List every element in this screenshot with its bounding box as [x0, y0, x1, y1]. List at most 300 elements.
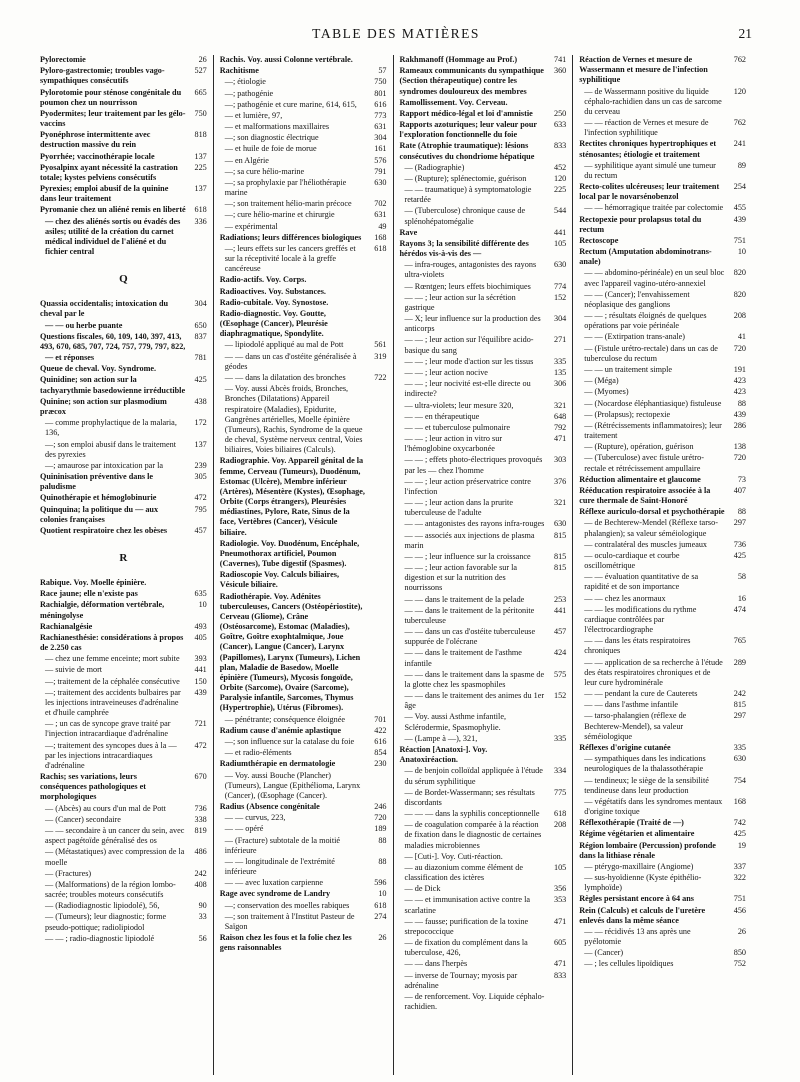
- entry-text: —; traitement des accidents bulbaires par les injections intraveineuses d'adrénaline et d'huile camphrée: [45, 687, 181, 718]
- index-entry: [400, 412, 567, 422]
- entry-text: — — hémorragique traitée par colectomie: [584, 203, 724, 213]
- entry-page: 701: [374, 714, 387, 724]
- entry-text: —; conservation des moelles rabiques: [224, 900, 350, 910]
- index-entry: [40, 364, 207, 374]
- entry-text: Radio-diagnostic. Voy. Goutte, (Œsophage (Cancer), Pleurésie diaphragmatique, Spondylite.: [219, 308, 328, 339]
- index-entry: [400, 531, 567, 551]
- entry-page: 472: [194, 740, 207, 750]
- index-entry: [40, 934, 207, 944]
- entry-page: 338: [194, 814, 207, 824]
- entry-page: 168: [733, 796, 746, 806]
- index-entry: [400, 228, 567, 238]
- entry-text: — (Radiodiagnostic lipiodolé), 56,: [45, 901, 160, 911]
- index-entry: [40, 418, 207, 438]
- entry-page: 89: [737, 160, 746, 170]
- entry-page: 303: [553, 455, 567, 465]
- index-entry: [40, 772, 207, 803]
- entry-page: 635: [194, 589, 207, 599]
- entry-text: — de Dick: [404, 884, 441, 894]
- entry-page: 246: [374, 802, 387, 812]
- index-entry: [40, 804, 207, 814]
- entry-page: 41: [737, 332, 746, 342]
- entry-text: — — ; leur influence sur la croissance: [404, 551, 531, 561]
- index-entry: [220, 748, 387, 758]
- entry-text: Ramollissement. Voy. Cerveau.: [399, 97, 508, 107]
- index-entry: [220, 89, 387, 99]
- entry-text: Rachialgie, déformation vertébrale, méningolyse: [40, 600, 165, 620]
- index-entry: [220, 167, 387, 177]
- entry-page: 576: [374, 155, 387, 165]
- index-entry: [220, 233, 387, 243]
- entry-text: — au diazonium comme élément de classification des ictères: [404, 862, 523, 883]
- entry-page: 750: [194, 108, 207, 118]
- index-entry: [220, 373, 387, 383]
- entry-text: Radiologie. Voy. Duodénum, Encéphale, Pneumothorax artificiel, Poumon (Cavernes), Tube digestif (Spasmes).: [219, 538, 360, 569]
- entry-text: — — avec luxation carpienne: [224, 878, 323, 888]
- entry-page: 631: [374, 210, 387, 220]
- index-entry: [40, 205, 207, 215]
- entry-page: 26: [198, 55, 207, 64]
- entry-text: —; étiologie: [224, 77, 266, 87]
- index-entry: [579, 743, 746, 753]
- index-entry: [400, 595, 567, 605]
- entry-page: 321: [553, 400, 567, 410]
- entry-page: 815: [553, 551, 567, 561]
- entry-page: 208: [733, 311, 746, 321]
- index-entry: [400, 293, 567, 313]
- index-entry: [40, 526, 207, 536]
- index-entry: [400, 335, 567, 355]
- index-entry: [400, 239, 567, 259]
- entry-text: — tarso-phalangien (réflexe de Bechterew-Mendel), sa valeur séméiologique: [584, 711, 687, 741]
- index-entry: [220, 287, 387, 297]
- index-entry: [400, 519, 567, 529]
- index-entry: [579, 87, 746, 118]
- entry-text: — — dans l'asthme infantile: [584, 700, 679, 710]
- index-entry: [220, 384, 387, 455]
- index-entry: [579, 797, 746, 817]
- entry-page: 630: [733, 754, 746, 764]
- entry-text: — ultra-violets; leur mesure 320,: [404, 400, 514, 410]
- index-entry: [579, 776, 746, 796]
- entry-page: 152: [553, 292, 567, 302]
- index-entry: [400, 627, 567, 647]
- index-entry: [220, 737, 387, 747]
- entry-text: Rachianesthésie: considérations à propos de 2.250 cas: [40, 632, 184, 653]
- entry-page: 441: [553, 227, 567, 237]
- entry-text: — — ; leur action préservatrice contre l'infection: [404, 476, 531, 496]
- entry-text: Réaction de Vernes et mesure de Wassermann et mesure de l'infection syphilitique: [579, 55, 708, 85]
- entry-text: — — ; leur action sur la sécrétion gastrique: [404, 292, 516, 312]
- index-entry: [579, 605, 746, 636]
- index-entry: [400, 788, 567, 808]
- entry-page: 471: [553, 959, 567, 969]
- entry-page: 605: [553, 938, 567, 948]
- index-entry: [579, 906, 746, 926]
- entry-page: 752: [733, 959, 746, 969]
- index-entry: [400, 163, 567, 173]
- entry-text: — — abdomino-périnéale) en un seul bloc avec l'appareil vagino-utéro-annexiel: [584, 268, 725, 288]
- entry-page: 304: [194, 299, 207, 309]
- entry-text: Réflexes d'origine cutanée: [579, 743, 671, 752]
- entry-text: Pyorrhée; vaccinothérapie locale: [40, 151, 155, 161]
- entry-page: 335: [733, 743, 746, 752]
- index-entry: [400, 260, 567, 280]
- index-entry: [579, 829, 746, 839]
- index-entry: [220, 715, 387, 725]
- entry-page: 57: [378, 66, 387, 76]
- index-entry: [220, 55, 387, 65]
- entry-page: 208: [553, 820, 567, 830]
- entry-text: — — réaction de Vernes et mesure de l'infection syphilitique: [584, 118, 709, 138]
- entry-page: 137: [194, 151, 207, 161]
- entry-page: 630: [553, 260, 567, 270]
- entry-page: 360: [553, 66, 567, 76]
- entry-text: — — et immunisation active contre la scarlatine: [404, 895, 531, 915]
- entry-page: 26: [378, 933, 387, 943]
- entry-page: 670: [194, 772, 207, 782]
- index-entry: [220, 824, 387, 834]
- entry-page: 773: [374, 110, 387, 120]
- entry-page: 561: [374, 340, 387, 350]
- index-entry: [579, 182, 746, 202]
- index-entry: [579, 658, 746, 689]
- entry-page: 455: [733, 203, 746, 213]
- entry-text: —; sa prophylaxie par l'héliothérapie marine: [224, 177, 347, 198]
- index-entry: [40, 665, 207, 675]
- entry-page: 438: [194, 396, 207, 406]
- index-entry: [579, 959, 746, 969]
- entry-text: Rectopexie pour prolapsus total du rectum: [579, 214, 702, 234]
- entry-page: 765: [733, 636, 746, 646]
- entry-text: Radius (Absence congénitale: [219, 802, 320, 812]
- page-header: [40, 26, 752, 46]
- index-entry: [220, 933, 387, 953]
- entry-page: 423: [733, 387, 746, 397]
- index-entry: [40, 578, 207, 588]
- entry-text: — — traumatique) à symptomatologie retardée: [404, 185, 532, 205]
- index-entry: [400, 368, 567, 378]
- index-entry: [400, 670, 567, 690]
- entry-page: 242: [194, 868, 207, 878]
- entry-page: 648: [553, 411, 567, 421]
- entry-page: 471: [553, 434, 567, 444]
- index-entry: [579, 518, 746, 538]
- index-entry: [400, 992, 567, 1012]
- entry-text: — — ; leur action favorable sur la digestion et sur la nutrition des nourrissons: [404, 563, 518, 593]
- entry-text: — et lumière, 97,: [224, 110, 283, 120]
- entry-page: 254: [733, 182, 746, 192]
- section-letter: R: [119, 552, 128, 565]
- entry-text: — — dans l'herpès: [404, 959, 468, 969]
- entry-text: Rave: [399, 227, 418, 237]
- entry-text: — oculo-cardiaque et courbe oscillométrique: [584, 550, 680, 571]
- entry-page: 306: [553, 379, 567, 389]
- entry-text: — de fixation du complément dans la tuberculose, 426,: [404, 938, 528, 958]
- entry-text: — Voy. aussi Abcès froids, Bronches, Bronches (Dilatations) Appareil respiratoire (Maladies), Epidurite, Gangrènes artérielles, Moelle épinière (Tumeurs), Rachis, Syndrome de la queue de cheval, Système nerveux central, Voies biliaires, Voies biliaires (Calculs).: [224, 384, 363, 455]
- entry-text: — — ; leur nocivité est-elle directe ou indirecte?: [404, 379, 531, 399]
- entry-page: 751: [733, 235, 746, 245]
- entry-text: — contralatéral des muscles jumeaux: [584, 539, 708, 549]
- entry-text: — et huile de foie de morue: [224, 144, 317, 154]
- entry-text: Pyloro-gastrectomie; troubles vago-sympathiques consécutifs: [40, 66, 165, 86]
- index-entry: [220, 244, 387, 275]
- index-entry: [40, 912, 207, 932]
- entry-text: — — ; leur action nocive: [404, 367, 488, 377]
- entry-page: 751: [733, 894, 746, 904]
- entry-text: — — en thérapeutique: [404, 411, 480, 421]
- entry-text: — X; leur influence sur la production des anticorps: [404, 314, 541, 334]
- entry-text: — — ; effets photo-électriques provoqués par les — chez l'homme: [404, 455, 543, 475]
- index-entry: [400, 971, 567, 991]
- entry-text: — (Cancer): [584, 948, 624, 958]
- index-entry: [400, 552, 567, 562]
- entry-text: Rectoscope: [579, 235, 619, 245]
- index-entry: [400, 917, 567, 937]
- entry-page: 120: [733, 86, 746, 96]
- entry-page: 815: [733, 700, 746, 710]
- index-column: [213, 55, 393, 1075]
- index-entry: [400, 401, 567, 411]
- entry-page: 137: [194, 184, 207, 194]
- entry-text: — — et tuberculose pulmonaire: [404, 422, 510, 432]
- entry-page: 439: [733, 214, 746, 224]
- index-entry: [220, 100, 387, 110]
- entry-page: 10: [378, 889, 387, 899]
- entry-text: Quininisation préventive dans le paludisme: [40, 472, 154, 492]
- index-entry: [579, 754, 746, 774]
- entry-text: Pyrexies; emploi abusif de la quinine dans leur traitement: [40, 184, 169, 204]
- entry-text: — — dans le traitement des animes du 1er âge: [404, 691, 545, 711]
- index-entry: [220, 539, 387, 570]
- entry-page: 741: [553, 55, 567, 64]
- entry-text: Rachis. Voy. aussi Colonne vertébrale.: [219, 55, 353, 64]
- index-entry: [40, 741, 207, 772]
- entry-page: 286: [733, 420, 746, 430]
- entry-page: 720: [374, 813, 387, 823]
- entry-page: 172: [194, 418, 207, 428]
- entry-text: — lipiodolé appliqué au mal de Pott: [224, 340, 344, 350]
- index-entry: [400, 498, 567, 518]
- entry-text: Radiographie. Voy. Appareil génital de la femme, Cerveau (Tumeurs), Duodénum, Estomac (Ulcère), Membre inférieur (Artères), Mésentère (Kystes), Œsophage, Orbite (Corps étrangers), Pleurésies médiastines, Pylore, Rate, Sinus de la face, Vertèbres (Cancer), Vésicule biliaire.: [219, 456, 365, 537]
- entry-page: 135: [553, 367, 567, 377]
- entry-text: Radioscopie Voy. Calculs biliaires, Vésicule biliaire.: [219, 570, 340, 590]
- index-entry: [220, 111, 387, 121]
- entry-text: Pylorotomie pour sténose congénitale du poumon chez un nourrisson: [40, 87, 182, 107]
- entry-text: —; traitement des syncopes dues à la — par les injections intracardiaques d'adrénaline: [45, 740, 177, 770]
- index-entry: [579, 700, 746, 710]
- entry-text: — — dans un cas d'ostéite tuberculeuse suppurée de l'olécrane: [404, 627, 536, 647]
- entry-text: — végétatifs dans les syndromes mentaux d'origine toxique: [584, 796, 723, 817]
- entry-page: 456: [733, 905, 746, 915]
- entry-text: — (Tumeurs); leur diagnostic; forme pseudo-pottique; radiolipiodol: [45, 912, 167, 932]
- entry-page: 452: [553, 162, 567, 172]
- entry-text: — — récidivés 13 ans après une pyélotomie: [584, 926, 691, 947]
- index-entry: [579, 55, 746, 86]
- entry-page: 56: [198, 933, 207, 943]
- index-entry: [40, 440, 207, 460]
- index-entry: [579, 486, 746, 506]
- entry-text: — — dans les états respiratoires chroniques: [584, 636, 691, 656]
- index-entry: [220, 592, 387, 714]
- entry-text: — (Lampe à —), 321,: [404, 733, 478, 743]
- entry-text: Rapport médico-légal et loi d'amnistie: [399, 108, 533, 118]
- index-entry: [579, 311, 746, 331]
- entry-page: 425: [733, 829, 746, 839]
- entry-page: 242: [733, 689, 746, 699]
- entry-page: 26: [737, 926, 746, 936]
- index-entry: [40, 880, 207, 900]
- entry-text: Pylorectomie: [40, 55, 86, 64]
- entry-text: —; leurs effets sur les cancers greffés et sur la réceptivité locale à la greffe cancéreuse: [224, 243, 356, 274]
- index-entry: [400, 357, 567, 367]
- entry-page: 616: [374, 99, 387, 109]
- index-entry: [579, 236, 746, 246]
- index-entry: [40, 461, 207, 471]
- entry-text: — — ; radio-diagnostic lipiodolé: [45, 933, 155, 943]
- entry-page: 88: [378, 856, 387, 866]
- index-entry: [400, 455, 567, 475]
- entry-text: — — ; leur action sur l'équilibre acido-basique du sang: [404, 335, 534, 355]
- entry-text: —; pathogénie et cure marine, 614, 615,: [224, 99, 357, 109]
- entry-page: 721: [194, 719, 207, 729]
- entry-text: — de Bordet-Wassermann; ses résultats discordants: [404, 787, 535, 807]
- index-entry: [579, 421, 746, 441]
- index-entry: [220, 133, 387, 143]
- entry-text: — (Fistule urétro-rectale) dans un cas de tuberculose du rectum: [584, 343, 718, 363]
- entry-text: — (Cancer) secondaire: [45, 814, 121, 824]
- entry-text: — (Tuberculose) avec fistule urétro-rectale et rétrécissement ampullaire: [584, 453, 704, 473]
- index-entry: [220, 122, 387, 132]
- entry-text: Quassia occidentalis; intoxication du cheval par le: [40, 299, 169, 319]
- entry-page: 73: [737, 474, 746, 484]
- entry-page: 137: [194, 439, 207, 449]
- entry-page: 819: [194, 826, 207, 835]
- entry-page: 596: [374, 878, 387, 888]
- entry-page: 289: [733, 657, 746, 667]
- entry-text: Race jaune; elle n'existe pas: [40, 589, 138, 599]
- entry-page: 791: [374, 166, 387, 176]
- entry-text: — — curvus, 223,: [224, 813, 286, 823]
- entry-text: Radiothérapie. Voy. Adénites tuberculeuses, Cancers (Ostéopériostite), Cerveau (Gliome), Crâne (Ostéosarcome), Estomac (Maladies), Goître, Goître exophtalmique, Joue (Cancer), Langue (Cancer), Larynx (Papillomes), Larynx (Tumeurs), Lichen plan, Maladie de Basedow, Moelle épinière (Tumeurs), Mycosis fongoïde, Orbite (Sarcome), Ovaire (Sarcome), Paralysie infantile, Sarcomes, Thymus (Hypertrophie), Utérus (Fibromes).: [219, 591, 363, 713]
- index-entry: [579, 862, 746, 872]
- index-entry: [400, 734, 567, 744]
- index-entry: [40, 299, 207, 319]
- entry-text: Radioactives. Voy. Substances.: [219, 286, 326, 296]
- entry-page: 650: [194, 320, 207, 330]
- entry-text: Quinine; son action sur plasmodium præcox: [40, 396, 167, 416]
- entry-page: 774: [553, 281, 567, 291]
- index-entry: [579, 507, 746, 517]
- index-entry: [579, 387, 746, 397]
- entry-page: 850: [733, 948, 746, 958]
- entry-page: 792: [553, 422, 567, 432]
- entry-page: 335: [553, 356, 567, 366]
- index-entry: [40, 472, 207, 492]
- entry-page: 818: [194, 130, 207, 140]
- index-entry: [579, 689, 746, 699]
- index-entry: [40, 826, 207, 846]
- entry-text: — (Malformations) de la région lombo-sacrée; troubles moteurs consécutifs: [45, 879, 176, 900]
- entry-text: Quinothérapie et hémoglobinurie: [40, 493, 157, 503]
- entry-text: Quinidine; son action sur la tachyarythmie basedowienne irréductible: [40, 375, 186, 395]
- entry-text: — (Rétrécissements inflammatoires); leur traitement: [584, 420, 722, 441]
- page-title: TABLE DES MATIÈRES: [312, 26, 480, 41]
- index-entry: [220, 340, 387, 350]
- entry-page: 815: [553, 563, 567, 573]
- index-columns: [40, 55, 752, 1075]
- entry-text: —; traitement de la céphalée consécutive: [45, 676, 180, 686]
- entry-page: 230: [374, 759, 387, 769]
- entry-page: 425: [194, 375, 207, 385]
- entry-page: 88: [737, 507, 746, 517]
- entry-text: Rachitisme: [219, 66, 259, 76]
- entry-text: Régime végétarien et alimentaire: [579, 829, 695, 839]
- index-entry: [220, 178, 387, 198]
- index-entry: [220, 210, 387, 220]
- entry-page: 225: [194, 162, 207, 172]
- index-entry: [579, 290, 746, 310]
- index-entry: [400, 606, 567, 626]
- entry-page: 775: [553, 787, 567, 797]
- index-entry: [40, 869, 207, 879]
- entry-text: Radio-actifs. Voy. Corps.: [219, 275, 307, 285]
- index-entry: [40, 332, 207, 352]
- entry-text: Rakhmanoff (Hommage au Prof.): [399, 55, 518, 64]
- entry-text: — (Tuberculose) chronique cause de splénohépatomégalie: [404, 206, 526, 226]
- index-entry: [579, 344, 746, 364]
- index-entry: [220, 77, 387, 87]
- entry-page: 616: [374, 737, 387, 746]
- index-entry: [40, 321, 207, 331]
- index-entry: [400, 185, 567, 205]
- index-entry: [579, 572, 746, 592]
- entry-text: — — les modifications du rythme cardiaque contrôlées par l'électrocardiographe: [584, 604, 697, 635]
- entry-page: 120: [553, 173, 567, 183]
- entry-text: — (Prolapsus); rectopexie: [584, 409, 671, 419]
- entry-text: — — associés aux injections de plasma marin: [404, 530, 535, 550]
- entry-page: 630: [553, 519, 567, 529]
- index-entry: [220, 309, 387, 340]
- index-entry: [40, 493, 207, 503]
- index-entry: [400, 120, 567, 140]
- entry-page: 407: [733, 485, 746, 495]
- entry-page: 736: [194, 803, 207, 813]
- index-entry: [220, 275, 387, 285]
- entry-text: — (Fracture) subtotale de la moitié inférieure: [224, 835, 341, 855]
- entry-text: — et réponses: [45, 353, 95, 363]
- index-entry: [400, 423, 567, 433]
- entry-page: 854: [374, 748, 387, 758]
- index-entry: [579, 711, 746, 742]
- entry-text: — infra-rouges, antagonistes des rayons ultra-violets: [404, 260, 537, 280]
- entry-page: 630: [374, 177, 387, 187]
- entry-page: 304: [553, 314, 567, 324]
- entry-page: 161: [374, 144, 387, 154]
- entry-text: — — dans un cas d'ostéite généralisée à géodes: [224, 351, 357, 371]
- entry-page: 10: [737, 247, 746, 257]
- index-entry: [579, 139, 746, 159]
- entry-page: 722: [374, 372, 387, 382]
- index-entry: [579, 636, 746, 656]
- entry-page: 424: [553, 648, 567, 658]
- entry-text: — — pendant la cure de Cauterets: [584, 689, 698, 699]
- index-entry: [579, 161, 746, 181]
- index-entry: [220, 878, 387, 888]
- index-entry: [400, 477, 567, 497]
- entry-text: — — un traitement simple: [584, 364, 673, 374]
- entry-text: — de Wassermann positive du liquide céphalo-rachidien dans un cas de sarcome du cerveau: [584, 86, 722, 116]
